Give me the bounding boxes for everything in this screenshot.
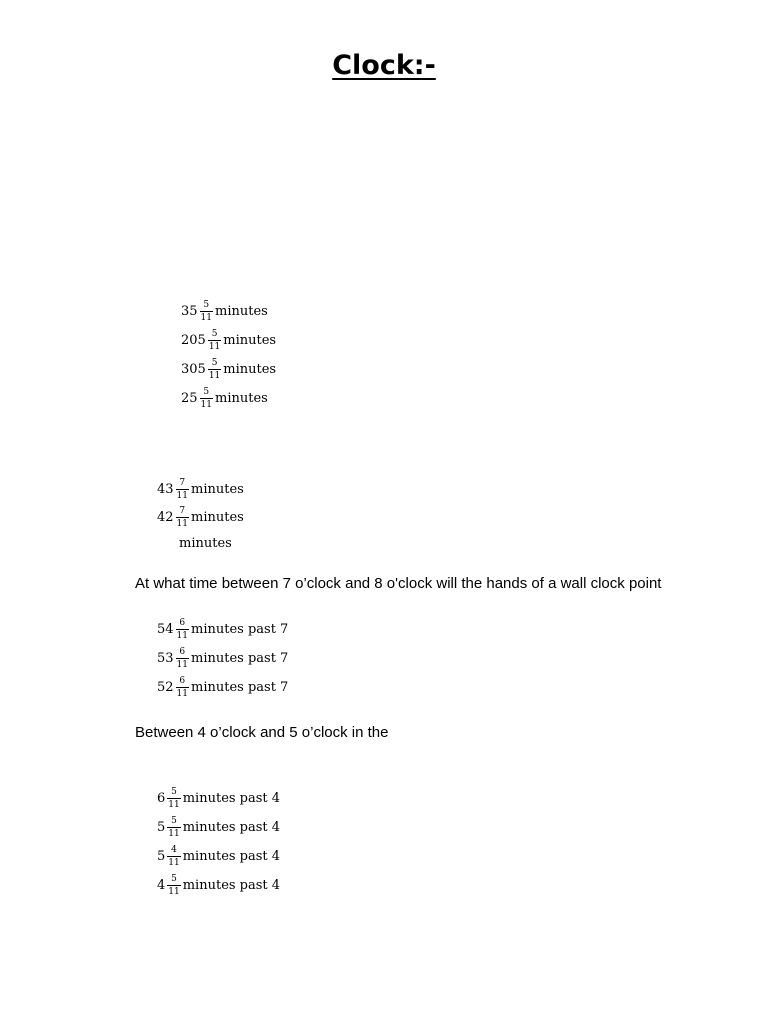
option-whole-number: 205 xyxy=(181,332,206,348)
option-fraction xyxy=(176,676,189,699)
option-fraction xyxy=(208,358,221,381)
fraction-numerator: 5 xyxy=(203,386,210,397)
option-unit: minutes xyxy=(223,332,277,348)
fraction-numerator: 4 xyxy=(171,844,177,855)
option-whole-number: 43 xyxy=(157,481,174,497)
fraction-numerator: 6 xyxy=(179,675,186,686)
fraction-numerator: 7 xyxy=(179,505,186,516)
option-fraction xyxy=(167,816,180,839)
fraction-denominator: 11 xyxy=(208,370,221,381)
fraction-denominator: 11 xyxy=(168,886,180,897)
question-text-2: Between 4 o’clock and 5 o’clock in the xyxy=(135,724,389,741)
option-whole-number: 4 xyxy=(157,877,166,893)
answer-option xyxy=(157,504,244,530)
fraction-numerator: 7 xyxy=(179,477,186,488)
option-whole-number: 25 xyxy=(181,390,198,406)
answer-option xyxy=(157,645,288,671)
answer-option xyxy=(157,674,288,700)
option-unit: minutes past 7 xyxy=(191,650,289,666)
option-fraction xyxy=(208,329,221,352)
option-fraction xyxy=(167,874,180,897)
option-fraction xyxy=(176,647,189,670)
option-unit: minutes xyxy=(223,361,277,377)
fraction-numerator: 6 xyxy=(179,646,186,657)
answer-option xyxy=(157,872,280,898)
option-fraction xyxy=(176,618,189,641)
page-title-text: Clock:- xyxy=(332,50,436,81)
fraction-numerator: 6 xyxy=(179,617,186,628)
option-whole-number: 5 xyxy=(157,848,166,864)
fraction-denominator: 11 xyxy=(176,688,188,699)
option-whole-number: 305 xyxy=(181,361,206,377)
fraction-denominator: 11 xyxy=(176,659,188,670)
fraction-numerator: 5 xyxy=(211,357,218,368)
fraction-denominator: 11 xyxy=(208,341,221,352)
fraction-denominator: 11 xyxy=(176,630,188,641)
answer-option xyxy=(181,298,268,324)
option-fraction xyxy=(167,845,180,868)
fraction-denominator: 11 xyxy=(200,312,212,323)
answer-option xyxy=(157,814,280,840)
option-whole-number: 42 xyxy=(157,509,174,525)
option-unit: minutes past 4 xyxy=(182,848,281,864)
option-whole-number: 53 xyxy=(157,650,174,666)
fraction-denominator: 11 xyxy=(168,828,180,839)
option-unit: minutes xyxy=(191,509,244,525)
fraction-numerator: 5 xyxy=(171,815,177,826)
fraction-numerator: 5 xyxy=(171,786,177,797)
question-text-1: At what time between 7 o’clock and 8 o'clock will the hands of a wall clock point xyxy=(135,575,662,592)
option-whole-number: 35 xyxy=(181,303,198,319)
fraction-denominator: 11 xyxy=(168,857,180,868)
option-fraction xyxy=(200,300,213,323)
option-fraction xyxy=(176,478,189,501)
answer-option xyxy=(181,327,276,353)
answer-option xyxy=(157,476,244,502)
option-unit: minutes xyxy=(215,303,268,319)
fraction-numerator: 5 xyxy=(203,299,210,310)
fraction-denominator: 11 xyxy=(200,399,212,410)
fraction-denominator: 11 xyxy=(176,518,188,529)
fraction-denominator: 11 xyxy=(176,490,188,501)
answer-option xyxy=(181,385,268,411)
option-whole-number: 5 xyxy=(157,819,166,835)
page-title xyxy=(0,48,768,84)
option-unit: minutes xyxy=(191,481,244,497)
option-fraction xyxy=(167,787,180,810)
option-whole-number: 54 xyxy=(157,621,174,637)
option-fraction xyxy=(200,387,213,410)
fraction-denominator: 11 xyxy=(168,799,180,810)
fraction-numerator: 5 xyxy=(171,873,177,884)
option-unit: minutes past 4 xyxy=(182,819,281,835)
answer-option xyxy=(181,356,276,382)
option-unit: minutes past 4 xyxy=(182,877,281,893)
option-whole-number: 52 xyxy=(157,679,174,695)
option-unit: minutes past 7 xyxy=(191,621,289,637)
option-fraction xyxy=(176,506,189,529)
fraction-numerator: 5 xyxy=(211,328,218,339)
answer-option xyxy=(157,785,280,811)
option-unit: minutes past 4 xyxy=(182,790,281,806)
option-whole-number: 6 xyxy=(157,790,166,806)
option-unit: minutes xyxy=(215,390,268,406)
option-unit-standalone: minutes xyxy=(179,536,232,551)
option-unit: minutes past 7 xyxy=(191,679,289,695)
answer-option xyxy=(157,843,280,869)
answer-option xyxy=(157,616,288,642)
